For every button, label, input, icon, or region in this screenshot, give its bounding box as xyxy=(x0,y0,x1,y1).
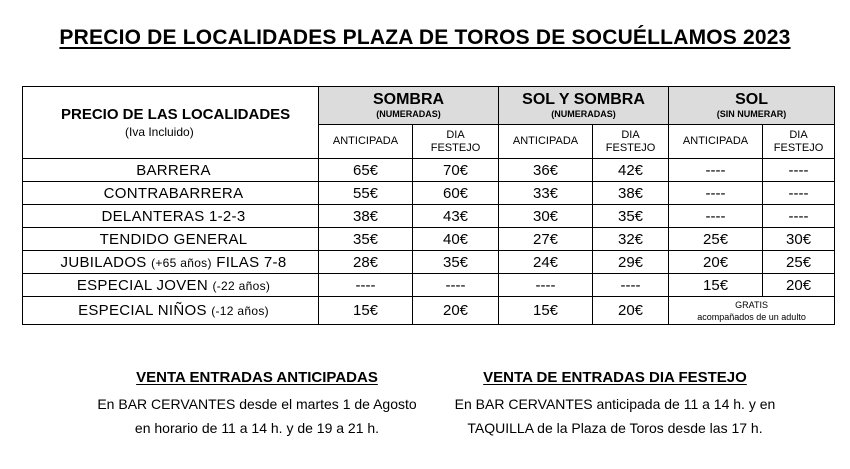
price-cell: 60€ xyxy=(413,182,499,205)
row-label: ESPECIAL JOVEN (-22 años) xyxy=(23,274,319,297)
price-cell: 32€ xyxy=(593,228,669,251)
price-cell: 20€ xyxy=(413,297,499,325)
price-cell: 15€ xyxy=(319,297,413,325)
table-row xyxy=(23,274,835,297)
price-cell: 15€ xyxy=(669,274,763,297)
price-cell: 20€ xyxy=(669,251,763,274)
advance-sale-line: En BAR CERVANTES desde el martes 1 de Agosto xyxy=(97,396,417,412)
row-label: DELANTERAS 1-2-3 xyxy=(23,205,319,228)
price-cell: 27€ xyxy=(499,228,593,251)
table-row xyxy=(23,182,835,205)
group-sol xyxy=(669,87,835,125)
group-sombra xyxy=(319,87,499,125)
col-anticipada: ANTICIPADA xyxy=(499,125,593,159)
table-header-cell xyxy=(23,87,319,159)
advance-sale-heading: VENTA ENTRADAS ANTICIPADAS xyxy=(136,369,378,386)
gratis-note: acompañados de un adulto xyxy=(697,311,806,322)
table-row xyxy=(23,228,835,251)
col-dia-festejo: DIA FESTEJO xyxy=(763,125,835,159)
table-row xyxy=(23,159,835,182)
col-dia-festejo: DIA FESTEJO xyxy=(413,125,499,159)
table-row xyxy=(23,297,835,325)
group-name: SOMBRA xyxy=(372,91,445,108)
price-cell: 38€ xyxy=(319,205,413,228)
price-cell: ---- xyxy=(669,159,763,182)
price-cell: ---- xyxy=(413,274,499,297)
price-cell: 65€ xyxy=(319,159,413,182)
day-sale-heading: VENTA DE ENTRADAS DIA FESTEJO xyxy=(483,369,747,386)
price-cell: ---- xyxy=(499,274,593,297)
advance-sale-line: en horario de 11 a 14 h. y de 19 a 21 h. xyxy=(134,420,380,436)
price-cell: ---- xyxy=(319,274,413,297)
day-sale-line: TAQUILLA de la Plaza de Toros desde las 17 h. xyxy=(467,420,763,436)
price-cell: ---- xyxy=(763,159,835,182)
group-note: (SIN NUMERAR) xyxy=(716,109,787,119)
price-cell: ---- xyxy=(763,182,835,205)
price-cell: 20€ xyxy=(763,274,835,297)
price-cell: 35€ xyxy=(593,205,669,228)
group-sol-y-sombra xyxy=(499,87,669,125)
price-cell: 30€ xyxy=(763,228,835,251)
gratis-label: GRATIS xyxy=(735,299,768,310)
price-cell: 43€ xyxy=(413,205,499,228)
price-cell: 42€ xyxy=(593,159,669,182)
price-cell: ---- xyxy=(763,205,835,228)
price-cell: 24€ xyxy=(499,251,593,274)
group-name: SOL Y SOMBRA xyxy=(522,91,645,108)
row-label: ESPECIAL NIÑOS (-12 años) xyxy=(23,297,319,325)
price-cell: 25€ xyxy=(669,228,763,251)
price-table xyxy=(22,86,835,325)
price-cell: ---- xyxy=(593,274,669,297)
price-cell: 20€ xyxy=(593,297,669,325)
day-sale-line: En BAR CERVANTES anticipada de 11 a 14 h. y en xyxy=(454,396,776,412)
advance-sale-section xyxy=(62,366,452,440)
group-name: SOL xyxy=(735,91,768,108)
price-cell: 29€ xyxy=(593,251,669,274)
col-anticipada: ANTICIPADA xyxy=(319,125,413,159)
table-header-title: PRECIO DE LAS LOCALIDADES xyxy=(61,106,291,123)
price-cell: 70€ xyxy=(413,159,499,182)
row-label: JUBILADOS (+65 años) FILAS 7-8 xyxy=(23,251,319,274)
page-title: PRECIO DE LOCALIDADES PLAZA DE TOROS DE SOCUÉLLAMOS 2023 xyxy=(59,26,791,49)
price-cell: 55€ xyxy=(319,182,413,205)
group-note: (NUMERADAS) xyxy=(376,109,441,119)
table-header-note: (Iva Incluido) xyxy=(125,125,194,139)
row-label: BARRERA xyxy=(23,159,319,182)
price-cell: 36€ xyxy=(499,159,593,182)
table-row xyxy=(23,251,835,274)
price-cell: 38€ xyxy=(593,182,669,205)
price-cell: 35€ xyxy=(413,251,499,274)
table-row xyxy=(23,205,835,228)
row-label: CONTRABARRERA xyxy=(23,182,319,205)
price-cell: 15€ xyxy=(499,297,593,325)
price-cell: 28€ xyxy=(319,251,413,274)
col-dia-festejo: DIA FESTEJO xyxy=(593,125,669,159)
price-cell: 25€ xyxy=(763,251,835,274)
group-note: (NUMERADAS) xyxy=(551,109,616,119)
price-cell: 40€ xyxy=(413,228,499,251)
price-cell: ---- xyxy=(669,205,763,228)
group-header-row xyxy=(23,87,835,125)
col-anticipada: ANTICIPADA xyxy=(669,125,763,159)
gratis-cell xyxy=(669,297,835,325)
price-cell: 35€ xyxy=(319,228,413,251)
day-sale-section xyxy=(420,366,810,440)
price-cell: ---- xyxy=(669,182,763,205)
price-cell: 30€ xyxy=(499,205,593,228)
row-label: TENDIDO GENERAL xyxy=(23,228,319,251)
price-cell: 33€ xyxy=(499,182,593,205)
